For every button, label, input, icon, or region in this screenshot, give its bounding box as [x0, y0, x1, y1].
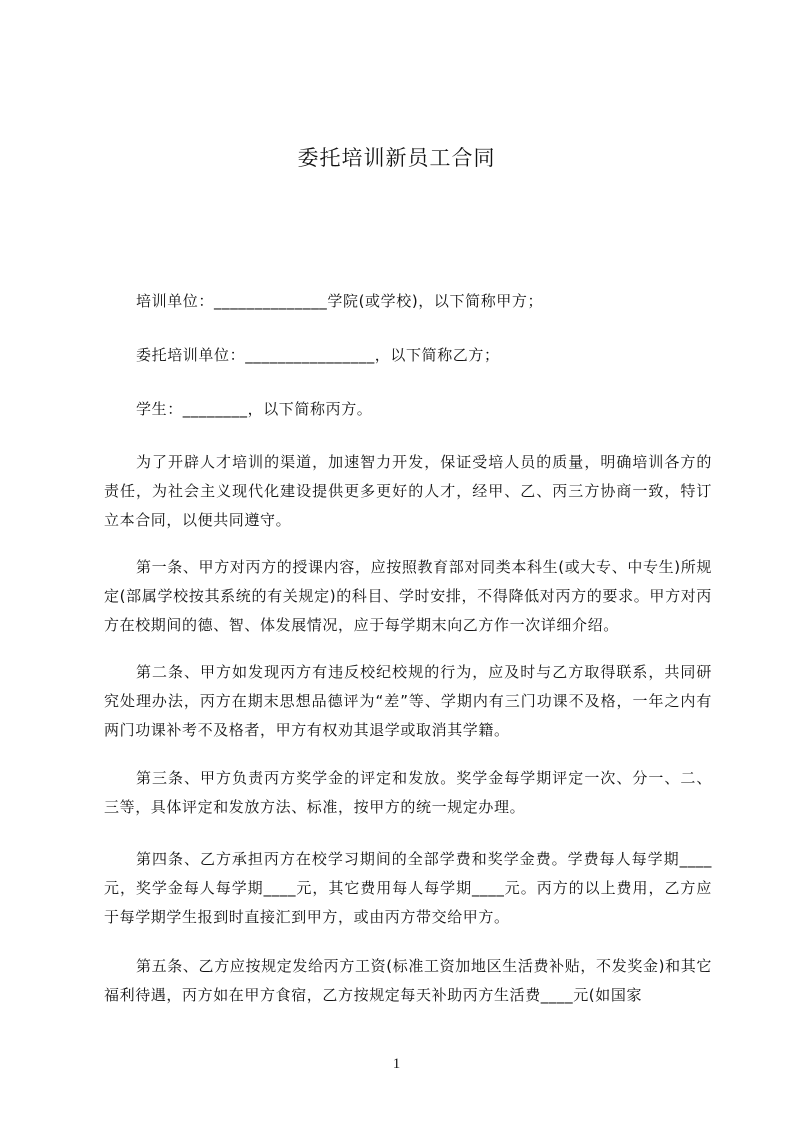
document-title: 委托培训新员工合同 — [297, 146, 496, 170]
clause-4-paragraph: 第四条、乙方承担丙方在校学习期间的全部学费和奖学金费。学费每人每学期____元，奖学金每人每学期____元，其它费用每人每学期____元。丙方的以上费用，乙方应于每学期学生报到时直接汇到甲方，或由丙方带交给甲方。 — [104, 850, 712, 926]
clause-5-paragraph: 第五条、乙方应按规定发给丙方工资(标准工资加地区生活费补贴，不发奖金)和其它福利待遇，丙方如在甲方食宿，乙方按规定每天补助丙方生活费____元(如国家 — [104, 957, 712, 1004]
preamble-paragraph: 为了开辟人才培训的渠道，加速智力开发，保证受培人员的质量，明确培训各方的责任，为社会主义现代化建设提供更多更好的人才，经甲、乙、丙三方协商一致，特订立本合同，以便共同遵守。 — [104, 453, 712, 529]
party-a-line: 培训单位：______________学院(或学校)，以下简称甲方； — [136, 292, 544, 310]
clause-2-paragraph: 第二条、甲方如发现丙方有违反校纪校规的行为，应及时与乙方取得联系，共同研究处理办法，丙方在期末思想品德评为“差”等、学期内有三门功课不及格，一年之内有两门功课补考不及格者，甲方有权劝其退学或取消其学籍。 — [104, 663, 712, 739]
clause-1-paragraph: 第一条、甲方对丙方的授课内容，应按照教育部对同类本科生(或大专、中专生)所规定(部属学校按其系统的有关规定)的科目、学时安排，不得降低对丙方的要求。甲方对丙方在校期间的德、智、体发展情况，应于每学期末向乙方作一次详细介绍。 — [104, 558, 712, 634]
party-c-line: 学生：________，以下简称丙方。 — [136, 400, 373, 418]
page-number: 1 — [392, 1056, 401, 1072]
clause-3-paragraph: 第三条、甲方负责丙方奖学金的评定和发放。奖学金每学期评定一次、分一、二、三等，具体评定和发放方法、标准，按甲方的统一规定办理。 — [104, 769, 712, 816]
party-b-line: 委托培训单位：________________，以下简称乙方； — [136, 346, 500, 364]
